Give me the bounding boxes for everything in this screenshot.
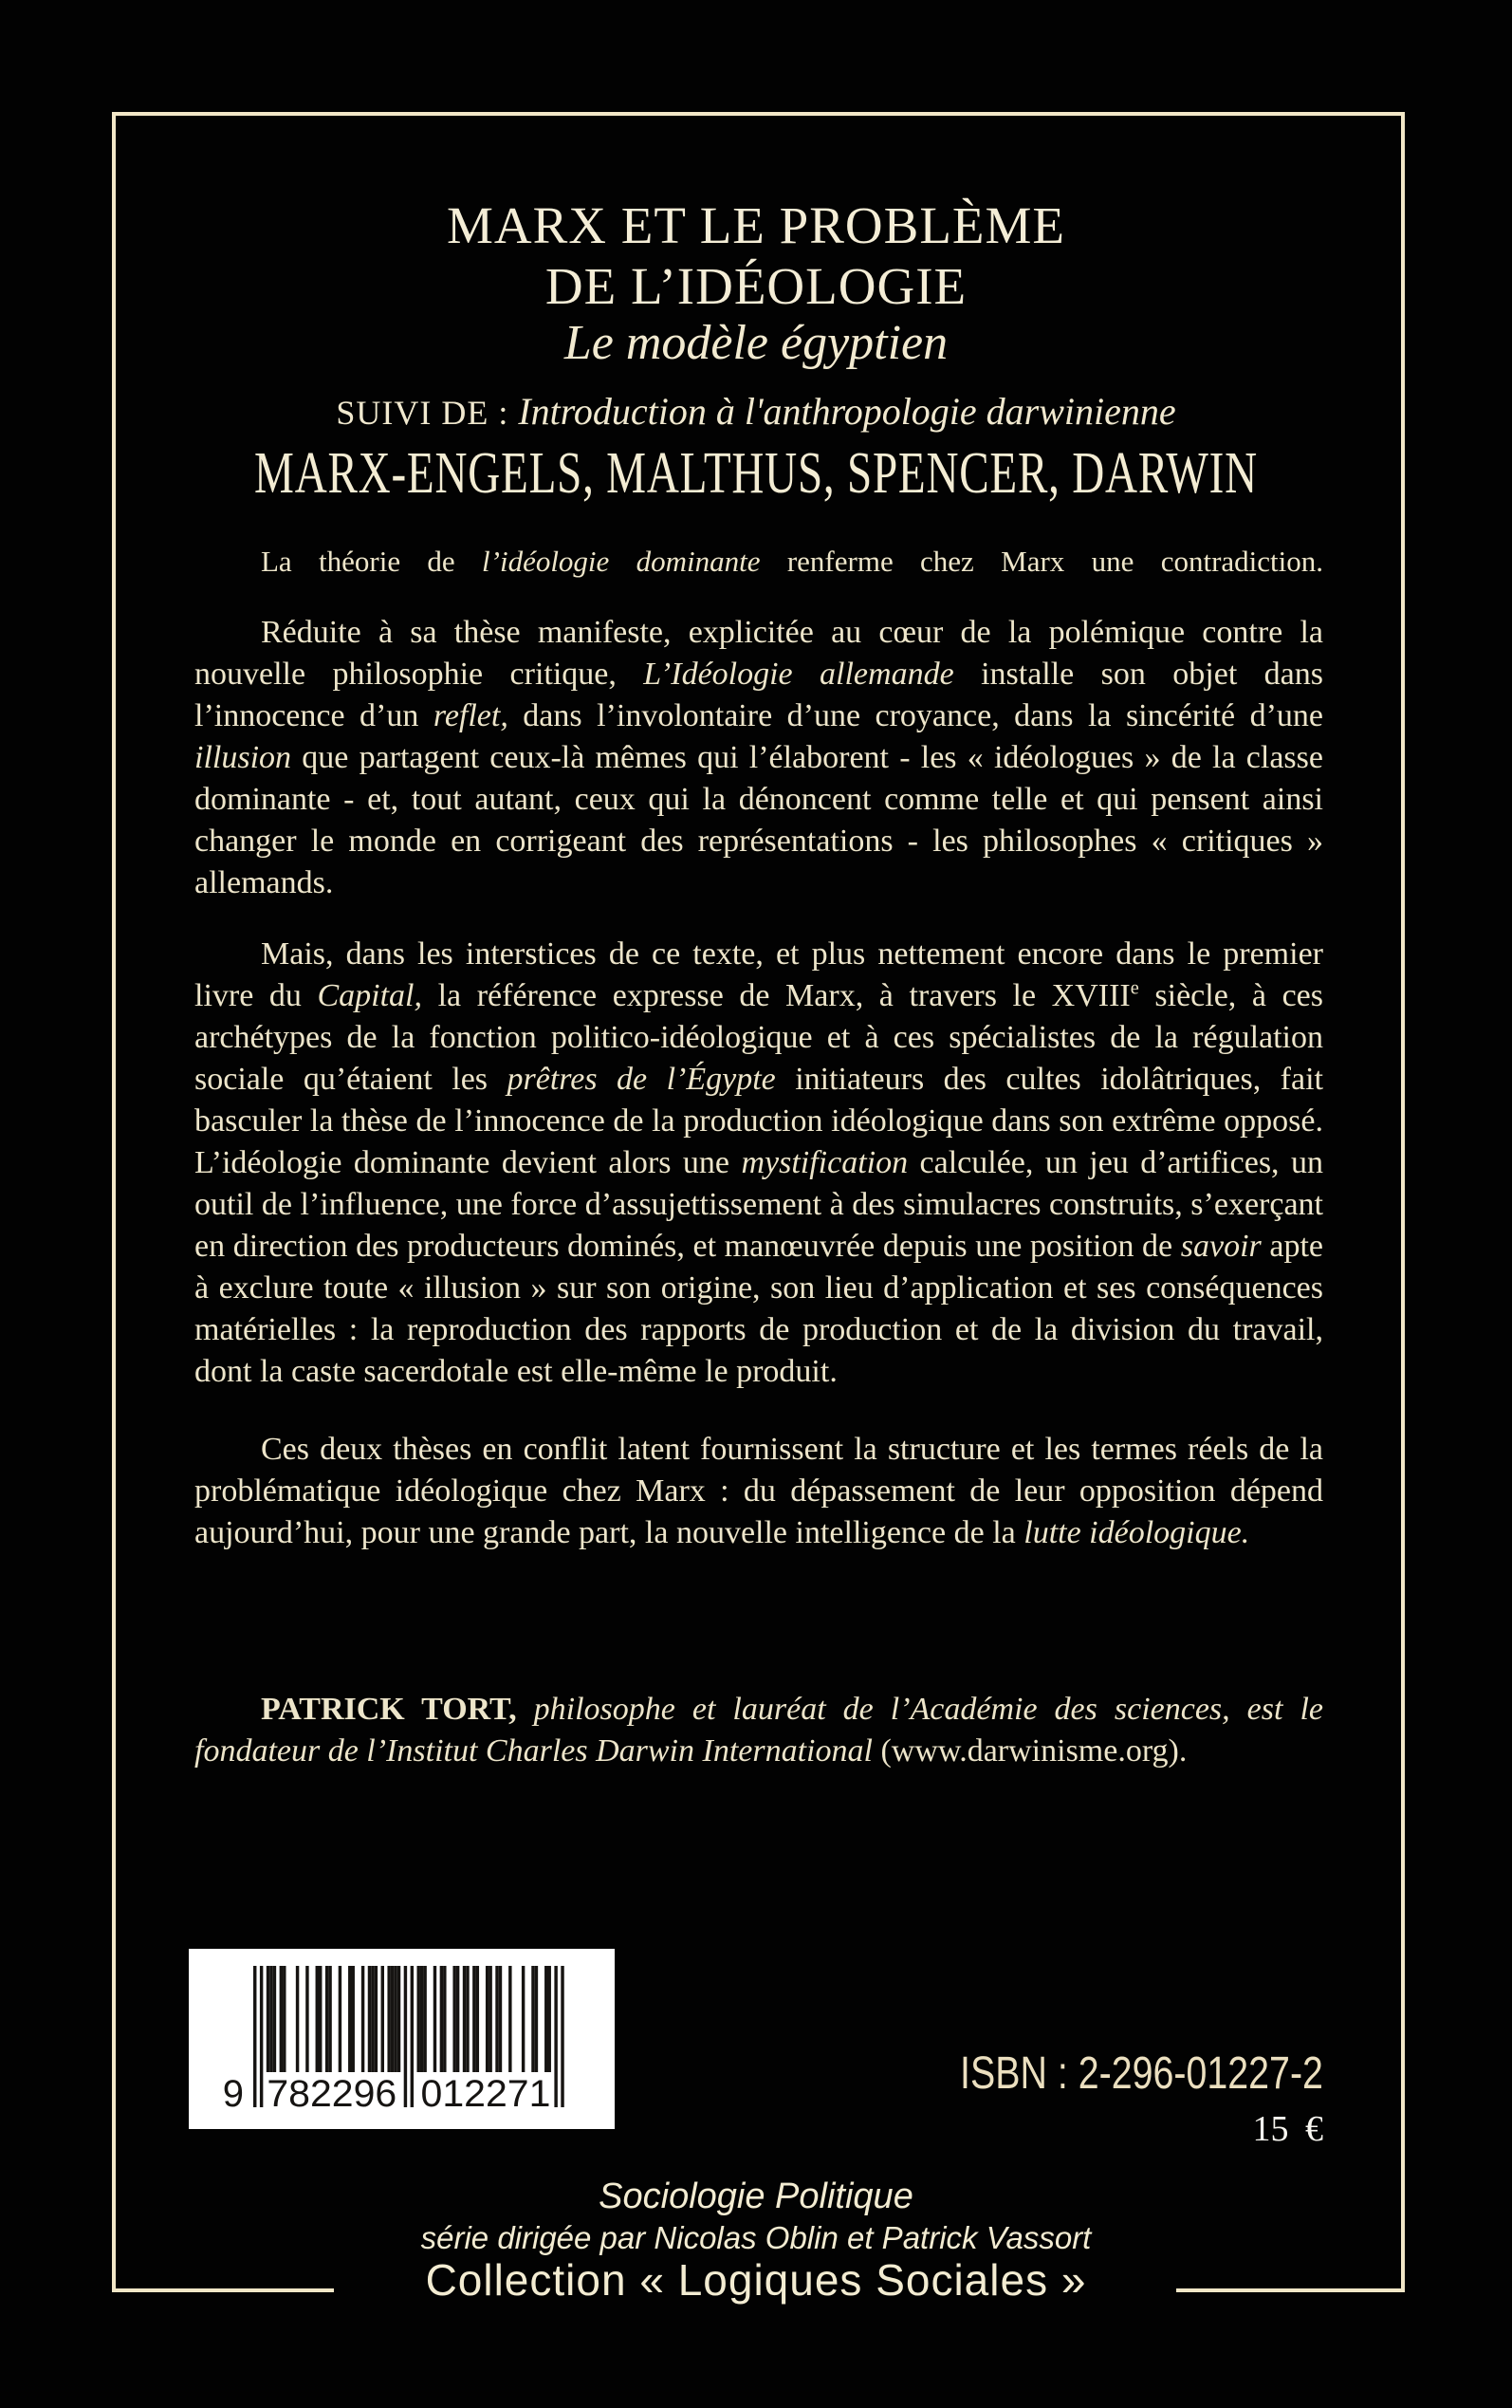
blurb-intro-line: La théorie de l’idéologie dominante renferme chez Marx une contradiction. <box>261 545 1323 578</box>
author-bio: PATRICK TORT, philosophe et lauréat de l’Académie des sciences, est le fondateur de l’Institut Charles Darwin International (www.darwinisme.org). <box>194 1692 1323 1769</box>
book-title <box>0 195 1512 317</box>
book-title-line1: MARX ET LE PROBLÈME <box>446 196 1066 254</box>
authors-line: MARX-ENGELS, MALTHUS, SPENCER, DARWIN <box>254 441 1258 506</box>
book-title-line2: DE L’IDÉOLOGIE <box>544 257 968 315</box>
blurb-paragraph-2: Mais, dans les interstices de ce texte, et plus nettement encore dans le premier livre du Capital, la référence expresse de Marx, à travers le XVIIIe siècle, à ces archétypes de la fonction politico-idéologique et à ces spécialistes de la régulation sociale qu’étaient les prêtres de l’Égypte initiateurs des cultes idolâtriques, fait basculer la thèse de l’innocence de la production idéologique dans son extrême opposé. L’idéologie dominante devient alors une mystification calculée, un jeu d’artifices, un outil de l’influence, une force d’assujettissement à des simulacres construits, s’exerçant en direction des producteurs dominés, et manœuvrée depuis une position de savoir apte à exclure toute « illusion » sur son origine, son lieu d’application et ses conséquences matérielles : la reproduction des rapports de production et de la division du travail, dont la caste sacerdotale est elle-même le produit. <box>194 936 1323 1389</box>
blurb-paragraph-1: Réduite à sa thèse manifeste, explicitée au cœur de la polémique contre la nouvelle philosophie critique, L’Idéologie allemande installe son objet dans l’innocence d’un reflet, dans l’involontaire d’une croyance, dans la sincérité d’une illusion que partagent ceux-là mêmes qui l’élaborent - les « idéologues » de la classe dominante - et, tout autant, ceux qui la dénoncent comme telle et qui pensent ainsi changer le monde en corrigeant des représentations - les philosophes « critiques » allemands. <box>194 615 1323 900</box>
series-name: Sociologie Politique <box>599 2176 913 2216</box>
barcode-graphic <box>189 1949 615 2129</box>
price-label: 15 € <box>1252 2109 1323 2149</box>
book-subtitle: Le modèle égyptien <box>563 316 949 370</box>
svg-text:012271: 012271 <box>420 2073 551 2115</box>
followed-by-prefix: SUIVI DE : <box>336 394 519 432</box>
frame-border-top <box>112 112 1405 116</box>
collection-name: Collection « Logiques Sociales » <box>425 2255 1087 2305</box>
series-editors: série dirigée par Nicolas Oblin et Patrick Vassort <box>420 2220 1092 2255</box>
followed-by-title: Introduction à l'anthropologie darwinienne <box>518 390 1176 433</box>
isbn-label: ISBN : 2-296-01227-2 <box>960 2048 1323 2099</box>
blurb-paragraph-3: Ces deux thèses en conflit latent fournissent la structure et les termes réels de la problématique idéologique chez Marx : du dépassement de leur opposition dépend aujourd’hui, pour une grande part, la nouvelle intelligence de la lutte idéologique. <box>194 1432 1323 1550</box>
svg-text:9: 9 <box>222 2073 244 2115</box>
frame-border-left <box>112 112 116 2292</box>
ean13-barcode <box>189 1949 615 2129</box>
svg-text:782296: 782296 <box>267 2073 397 2115</box>
frame-border-right <box>1401 112 1405 2292</box>
followed-by-line <box>0 389 1512 434</box>
